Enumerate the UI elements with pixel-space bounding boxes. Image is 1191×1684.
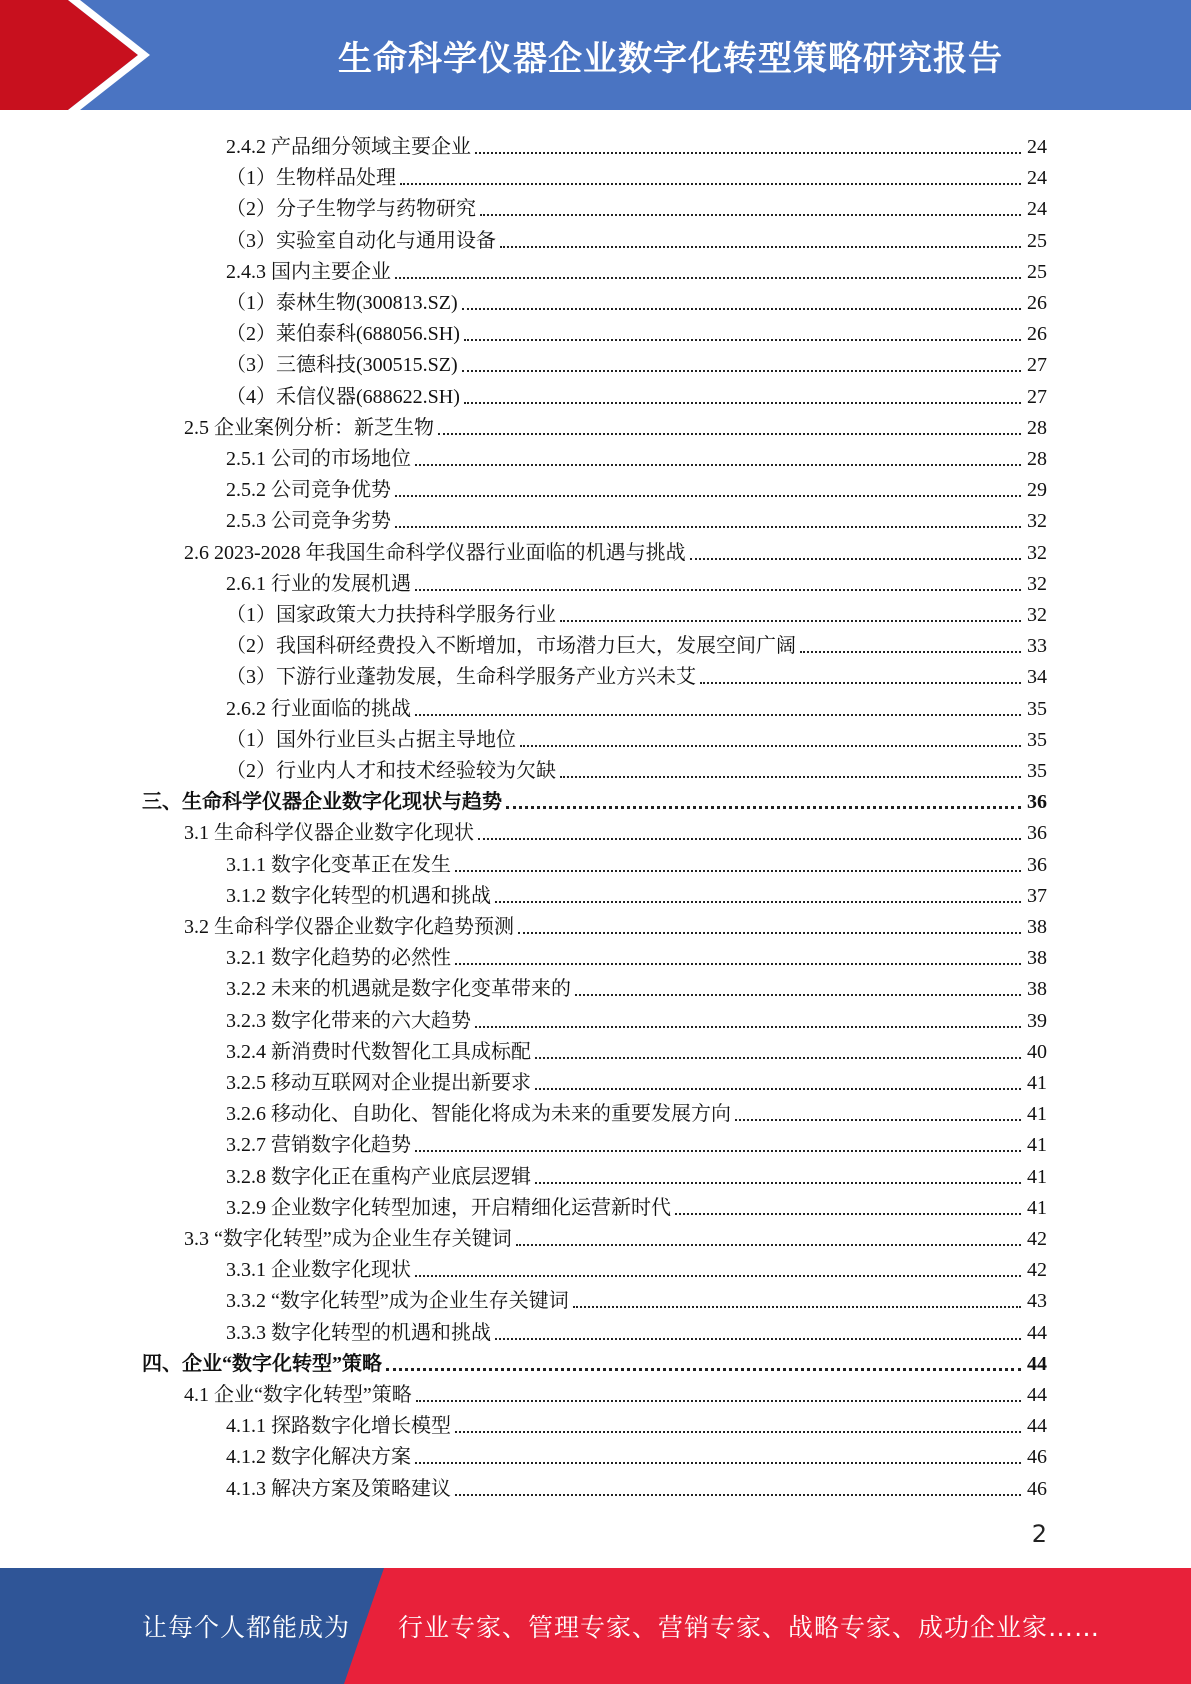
toc-entry-title: 2.6 2023-2028 年我国生命科学仪器行业面临的机遇与挑战	[184, 542, 686, 564]
toc-entry-title: （3）三德科技(300515.SZ)	[226, 354, 458, 376]
toc-leader-dots	[800, 650, 1021, 653]
toc-entry[interactable]	[184, 534, 1047, 565]
toc-entry[interactable]	[226, 1282, 1047, 1313]
toc-entry-page: 35	[1027, 698, 1047, 720]
toc-entry-title: 四、企业“数字化转型”策略	[142, 1353, 382, 1375]
toc-entry-title: （3）下游行业蓬勃发展，生命科学服务产业方兴未艾	[226, 666, 696, 688]
toc-entry-title: （3）实验室自动化与通用设备	[226, 230, 496, 252]
toc-entry-page: 35	[1027, 760, 1047, 782]
toc-entry[interactable]	[226, 502, 1047, 533]
toc-entry[interactable]	[226, 1438, 1047, 1469]
toc-entry[interactable]	[226, 627, 1047, 658]
toc-entry-page: 38	[1027, 947, 1047, 969]
toc-entry-page: 32	[1027, 573, 1047, 595]
toc-entry-title: （1）国外行业巨头占据主导地位	[226, 729, 516, 751]
toc-entry-page: 26	[1027, 292, 1047, 314]
toc-leader-dots	[500, 245, 1021, 248]
toc-entry-page: 36	[1027, 822, 1047, 844]
toc-leader-dots	[573, 1305, 1021, 1308]
toc-entry-page: 41	[1027, 1134, 1047, 1156]
toc-entry-title: 3.1.1 数字化变革正在发生	[226, 854, 451, 876]
toc-leader-dots	[416, 1399, 1021, 1402]
toc-entry-title: 4.1.3 解决方案及策略建议	[226, 1478, 451, 1500]
toc-leader-dots	[438, 432, 1021, 435]
toc-leader-dots	[455, 1430, 1021, 1433]
toc-entry-page: 27	[1027, 386, 1047, 408]
footer-slogan-right: 行业专家、管理专家、营销专家、战略专家、成功企业家……	[398, 1613, 1101, 1642]
toc-entry[interactable]	[226, 346, 1047, 377]
toc-entry-page: 24	[1027, 167, 1047, 189]
toc-leader-dots	[535, 1056, 1021, 1059]
toc-entry-page: 26	[1027, 323, 1047, 345]
toc-leader-dots	[535, 1181, 1021, 1184]
toc-entry[interactable]	[226, 440, 1047, 471]
toc-leader-dots	[560, 619, 1021, 622]
toc-leader-dots	[518, 931, 1021, 934]
toc-entry-page: 42	[1027, 1228, 1047, 1250]
toc-entry[interactable]	[226, 222, 1047, 253]
toc-entry-title: 4.1.1 探路数字化增长模型	[226, 1415, 451, 1437]
toc-entry[interactable]	[226, 1407, 1047, 1438]
toc-entry[interactable]	[226, 190, 1047, 221]
toc-entry-page: 38	[1027, 978, 1047, 1000]
toc-entry-title: 三、生命科学仪器企业数字化现状与趋势	[142, 791, 502, 813]
toc-leader-dots	[516, 1243, 1021, 1246]
toc-leader-dots	[495, 1337, 1021, 1340]
toc-entry[interactable]	[226, 877, 1047, 908]
toc-entry-title: （2）莱伯泰科(688056.SH)	[226, 323, 460, 345]
toc-entry-page: 36	[1027, 854, 1047, 876]
toc-entry[interactable]	[226, 128, 1047, 159]
toc-entry-page: 44	[1027, 1322, 1047, 1344]
toc-entry[interactable]	[226, 1251, 1047, 1282]
toc-entry-title: （4）禾信仪器(688622.SH)	[226, 386, 460, 408]
toc-entry-page: 43	[1027, 1290, 1047, 1312]
toc-entry-title: （2）分子生物学与药物研究	[226, 198, 476, 220]
toc-leader-dots	[415, 713, 1021, 716]
toc-entry[interactable]	[226, 846, 1047, 877]
toc-leader-dots	[675, 1212, 1021, 1215]
toc-entry[interactable]	[226, 721, 1047, 752]
toc-entry-title: 2.4.3 国内主要企业	[226, 261, 391, 283]
toc-entry[interactable]	[226, 1002, 1047, 1033]
toc-leader-dots	[475, 151, 1021, 154]
toc-entry-page: 41	[1027, 1197, 1047, 1219]
toc-leader-dots	[475, 1025, 1021, 1028]
toc-leader-dots	[415, 463, 1021, 466]
toc-leader-dots	[478, 837, 1021, 840]
toc-leader-dots	[415, 1149, 1021, 1152]
toc-entry-page: 44	[1027, 1384, 1047, 1406]
toc-entry-title: 2.5 企业案例分析：新芝生物	[184, 417, 434, 439]
toc-entry-title: 3.2 生命科学仪器企业数字化趋势预测	[184, 916, 514, 938]
toc-leader-dots	[735, 1118, 1021, 1121]
toc-entry-title: 2.4.2 产品细分领域主要企业	[226, 136, 471, 158]
toc-leader-dots	[455, 1493, 1021, 1496]
toc-entry-page: 41	[1027, 1072, 1047, 1094]
toc-entry-title: （2）我国科研经费投入不断增加，市场潜力巨大，发展空间广阔	[226, 635, 796, 657]
toc-entry-title: 3.2.7 营销数字化趋势	[226, 1134, 411, 1156]
toc-entry-title: （1）生物样品处理	[226, 167, 396, 189]
toc-entry-title: （1）泰林生物(300813.SZ)	[226, 292, 458, 314]
toc-leader-dots	[400, 182, 1021, 185]
toc-entry-title: 3.3.1 企业数字化现状	[226, 1259, 411, 1281]
toc-leader-dots	[495, 900, 1021, 903]
toc-entry[interactable]	[226, 378, 1047, 409]
toc-entry-page: 27	[1027, 354, 1047, 376]
toc-leader-dots	[464, 401, 1021, 404]
toc-entry-page: 33	[1027, 635, 1047, 657]
toc-entry-title: 3.1.2 数字化转型的机遇和挑战	[226, 885, 491, 907]
toc-entry-page: 34	[1027, 666, 1047, 688]
toc-entry-page: 25	[1027, 230, 1047, 252]
toc-entry-title: 3.3 “数字化转型”成为企业生存关键词	[184, 1228, 512, 1250]
toc-entry-title: 3.2.4 新消费时代数智化工具成标配	[226, 1041, 531, 1063]
toc-entry-page: 38	[1027, 916, 1047, 938]
toc-leader-dots	[415, 588, 1021, 591]
toc-entry-title: 3.2.5 移动互联网对企业提出新要求	[226, 1072, 531, 1094]
toc-entry[interactable]	[226, 970, 1047, 1001]
toc-entry-page: 39	[1027, 1010, 1047, 1032]
toc-entry-page: 32	[1027, 542, 1047, 564]
toc-entry-title: 3.2.9 企业数字化转型加速，开启精细化运营新时代	[226, 1197, 671, 1219]
toc-entry[interactable]	[184, 908, 1047, 939]
toc-entry-page: 46	[1027, 1478, 1047, 1500]
toc-leader-dots	[700, 681, 1021, 684]
toc-leader-dots	[462, 307, 1021, 310]
toc-entry-title: 2.5.2 公司竞争优势	[226, 479, 391, 501]
toc-entry[interactable]	[226, 1470, 1047, 1501]
toc-entry[interactable]	[142, 1345, 1047, 1376]
toc-entry[interactable]	[226, 565, 1047, 596]
toc-entry-title: 4.1.2 数字化解决方案	[226, 1446, 411, 1468]
toc-entry[interactable]	[226, 159, 1047, 190]
toc-entry-title: 2.5.1 公司的市场地位	[226, 448, 411, 470]
toc-leader-dots	[520, 744, 1021, 747]
toc-entry-title: 2.6.1 行业的发展机遇	[226, 573, 411, 595]
toc-entry-page: 35	[1027, 729, 1047, 751]
toc-entry[interactable]	[226, 1095, 1047, 1126]
toc-leader-dots	[506, 805, 1021, 809]
toc-entry-title: 3.2.8 数字化正在重构产业底层逻辑	[226, 1166, 531, 1188]
toc-entry-title: 3.2.3 数字化带来的六大趋势	[226, 1010, 471, 1032]
toc-entry-title: 2.6.2 行业面临的挑战	[226, 698, 411, 720]
toc-entry-page: 32	[1027, 510, 1047, 532]
toc-entry-page: 37	[1027, 885, 1047, 907]
toc-leader-dots	[462, 369, 1021, 372]
toc-leader-dots	[535, 1087, 1021, 1090]
toc-entry-page: 25	[1027, 261, 1047, 283]
toc-entry-title: 3.3.2 “数字化转型”成为企业生存关键词	[226, 1290, 569, 1312]
toc-entry[interactable]	[184, 814, 1047, 845]
report-title: 生命科学仪器企业数字化转型策略研究报告	[338, 38, 1003, 79]
toc-entry[interactable]	[226, 939, 1047, 970]
toc-entry-title: 3.2.2 未来的机遇就是数字化变革带来的	[226, 978, 571, 1000]
toc-entry-title: 3.3.3 数字化转型的机遇和挑战	[226, 1322, 491, 1344]
toc-entry[interactable]	[142, 783, 1047, 814]
toc-leader-dots	[455, 962, 1021, 965]
report-footer	[0, 1568, 1191, 1684]
toc-entry-page: 41	[1027, 1166, 1047, 1188]
toc-leader-dots	[464, 338, 1021, 341]
toc-entry-page: 28	[1027, 417, 1047, 439]
toc-entry-page: 29	[1027, 479, 1047, 501]
report-header	[0, 0, 1191, 110]
toc-entry-page: 44	[1027, 1415, 1047, 1437]
toc-entry[interactable]	[226, 690, 1047, 721]
toc-entry-page: 42	[1027, 1259, 1047, 1281]
toc-entry-title: （2）行业内人才和技术经验较为欠缺	[226, 760, 556, 782]
toc-entry-page: 40	[1027, 1041, 1047, 1063]
toc-entry-page: 28	[1027, 448, 1047, 470]
toc-leader-dots	[386, 1367, 1021, 1371]
toc-entry[interactable]	[226, 596, 1047, 627]
toc-entry-page: 24	[1027, 198, 1047, 220]
toc-entry[interactable]	[226, 253, 1047, 284]
toc-entry[interactable]	[226, 315, 1047, 346]
toc-entry[interactable]	[226, 1033, 1047, 1064]
toc-entry[interactable]	[226, 1189, 1047, 1220]
toc-entry-page: 41	[1027, 1103, 1047, 1125]
toc-entry-page: 44	[1027, 1353, 1047, 1375]
toc-entry[interactable]	[184, 1220, 1047, 1251]
toc-entry[interactable]	[226, 1126, 1047, 1157]
toc-entry[interactable]	[184, 1376, 1047, 1407]
toc-leader-dots	[395, 276, 1021, 279]
toc-entry[interactable]	[226, 658, 1047, 689]
toc-entry-title: 3.2.1 数字化趋势的必然性	[226, 947, 451, 969]
toc-entry-page: 46	[1027, 1446, 1047, 1468]
toc-leader-dots	[480, 213, 1021, 216]
page-number: 2	[1031, 1520, 1047, 1548]
toc-entry-title: 2.5.3 公司竞争劣势	[226, 510, 391, 532]
toc-leader-dots	[415, 1461, 1021, 1464]
toc-entry[interactable]	[184, 409, 1047, 440]
toc-leader-dots	[455, 869, 1021, 872]
toc-entry-title: （1）国家政策大力扶持科学服务行业	[226, 604, 556, 626]
toc-entry[interactable]	[226, 471, 1047, 502]
toc-entry-page: 32	[1027, 604, 1047, 626]
toc-leader-dots	[415, 1274, 1021, 1277]
toc-entry-page: 24	[1027, 136, 1047, 158]
toc-leader-dots	[560, 775, 1021, 778]
toc-entry[interactable]	[226, 1158, 1047, 1189]
toc-leader-dots	[395, 494, 1021, 497]
toc-entry-title: 3.2.6 移动化、自助化、智能化将成为未来的重要发展方向	[226, 1103, 731, 1125]
toc-leader-dots	[690, 557, 1021, 560]
toc-entry-title: 4.1 企业“数字化转型”策略	[184, 1384, 412, 1406]
toc-entry[interactable]	[226, 1064, 1047, 1095]
toc-leader-dots	[575, 993, 1021, 996]
toc-entry-page: 36	[1027, 791, 1047, 813]
footer-slogan-left: 让每个人都能成为	[142, 1613, 351, 1642]
toc-entry[interactable]	[226, 752, 1047, 783]
toc-leader-dots	[395, 525, 1021, 528]
toc-entry[interactable]	[226, 284, 1047, 315]
header-arrow-decoration	[0, 0, 160, 110]
toc-entry-title: 3.1 生命科学仪器企业数字化现状	[184, 822, 474, 844]
toc-entry[interactable]	[226, 1314, 1047, 1345]
